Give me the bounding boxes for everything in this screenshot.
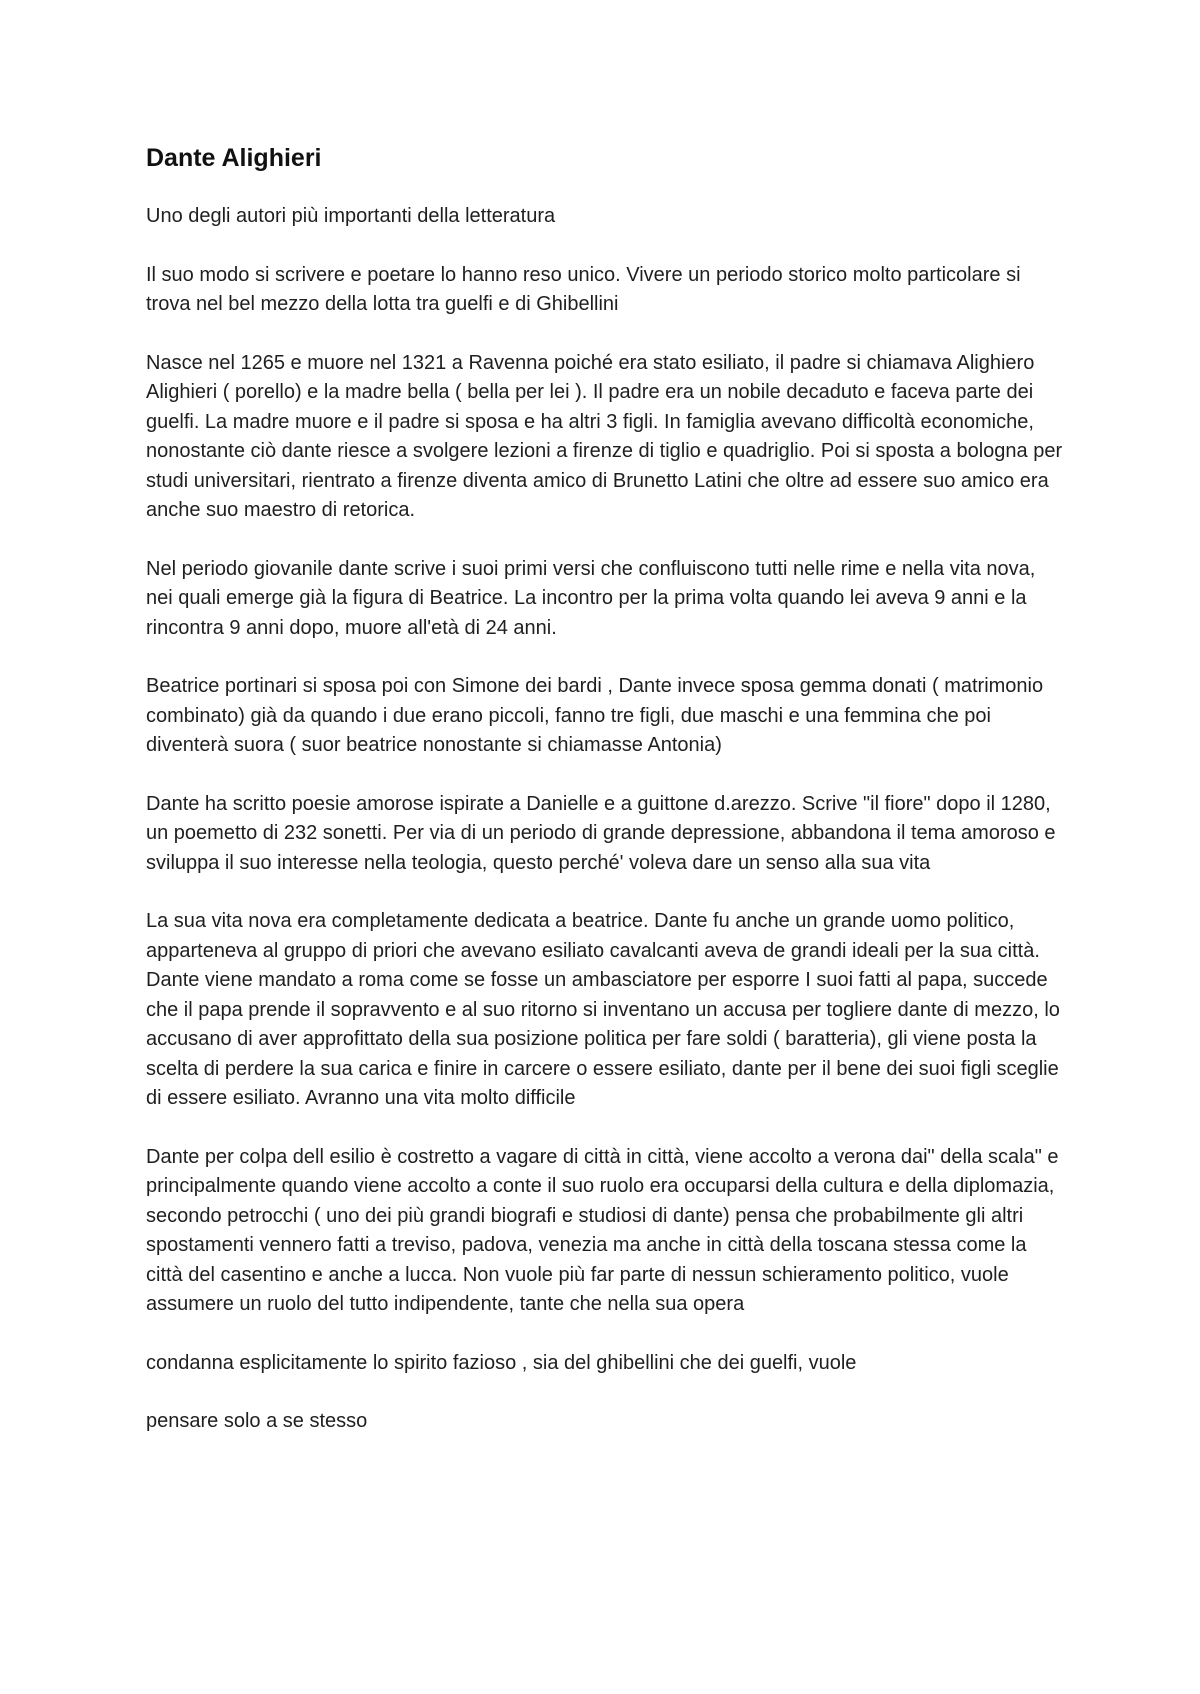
paragraph-condemnation: condanna esplicitamente lo spirito fazioso , sia del ghibellini che dei guelfi, vuole bbox=[146, 1351, 857, 1374]
paragraph-poetry: Dante ha scritto poesie amorose ispirate a Danielle e a guittone d.arezzo. Scrive "il fiore" dopo il 1280, un poemetto di 232 sonetti. Per via di un periodo di grande depressione, abbandona il tema amoroso e sviluppa il suo interesse nella teologia, questo perché' voleva dare un senso alla sua vita bbox=[146, 792, 1056, 874]
paragraph-marriage: Beatrice portinari si sposa poi con Simone dei bardi , Dante invece sposa gemma donati ( matrimonio combinato) già da quando i due erano piccoli, fanno tre figli, due maschi e una femmina che poi diventerà suora ( suor beatrice nonostante si chiamasse Antonia) bbox=[146, 675, 1044, 756]
paragraph-biography: Nasce nel 1265 e muore nel 1321 a Ravenna poiché era stato esiliato, il padre si chiamava Alighiero Alighieri ( porello) e la madre bella ( bella per lei ). Il padre era un nobile decaduto e faceva parte dei guelfi. La madre muore e il padre si sposa e ha altri 3 figli. In famiglia avevano difficoltà economiche, nonostante ciò dante riesce a svolgere lezioni a firenze di tiglio e quadriglio. Poi si sposta a bologna per studi universitari, rientrato a firenze diventa amico di Brunetto Latini che oltre ad essere suo amico era anche suo maestro di retorica. bbox=[146, 351, 1063, 521]
paragraph-style: Il suo modo si scrivere e poetare lo hanno reso unico. Vivere un periodo storico molto particolare si trova nel bel mezzo della lotta tra guelfi e di Ghibellini bbox=[146, 263, 1021, 315]
paragraph-youth: Nel periodo giovanile dante scrive i suoi primi versi che confluiscono tutti nelle rime e nella vita nova, nei quali emerge già la figura di Beatrice. La incontro per la prima volta quando lei aveva 9 anni e la rincontra 9 anni dopo, muore all'età di 24 anni. bbox=[146, 557, 1036, 639]
document-title: Dante Alighieri bbox=[146, 144, 322, 172]
paragraph-intro: Uno degli autori più importanti della letteratura bbox=[146, 205, 556, 227]
paragraph-conclusion: pensare solo a se stesso bbox=[146, 1410, 368, 1432]
paragraph-politics: La sua vita nova era completamente dedicata a beatrice. Dante fu anche un grande uomo politico, apparteneva al gruppo di priori che avevano esiliato cavalcanti aveva de grandi ideali per la sua città. Dante viene mandato a roma come se fosse un ambasciatore per esporre I suoi fatti al papa, succede che il papa prende il sopravvento e al suo ritorno si inventano un accusa per togliere dante di mezzo, lo accusano di aver approfittato della sua posizione politica per fare soldi ( baratteria), gli viene posta la scelta di perdere la sua carica e finire in carcere o essere esiliato, dante per il bene dei suoi figli sceglie di essere esiliato. Avranno una vita molto difficile bbox=[146, 910, 1060, 1109]
paragraph-exile: Dante per colpa dell esilio è costretto a vagare di città in città, viene accolto a verona dai" della scala" e principalmente quando viene accolto a conte il suo ruolo era occuparsi della cultura e della diplomazia, secondo petrocchi ( uno dei più grandi biografi e studiosi di dante) pensa che probabilmente gli altri spostamenti vennero fatti a treviso, padova, venezia ma anche in città della toscana stessa come la città del casentino e anche a lucca. Non vuole più far parte di nessun schieramento politico, vuole assumere un ruolo del tutto indipendente, tante che nella sua opera bbox=[146, 1145, 1059, 1315]
document-body bbox=[146, 140, 1066, 1466]
